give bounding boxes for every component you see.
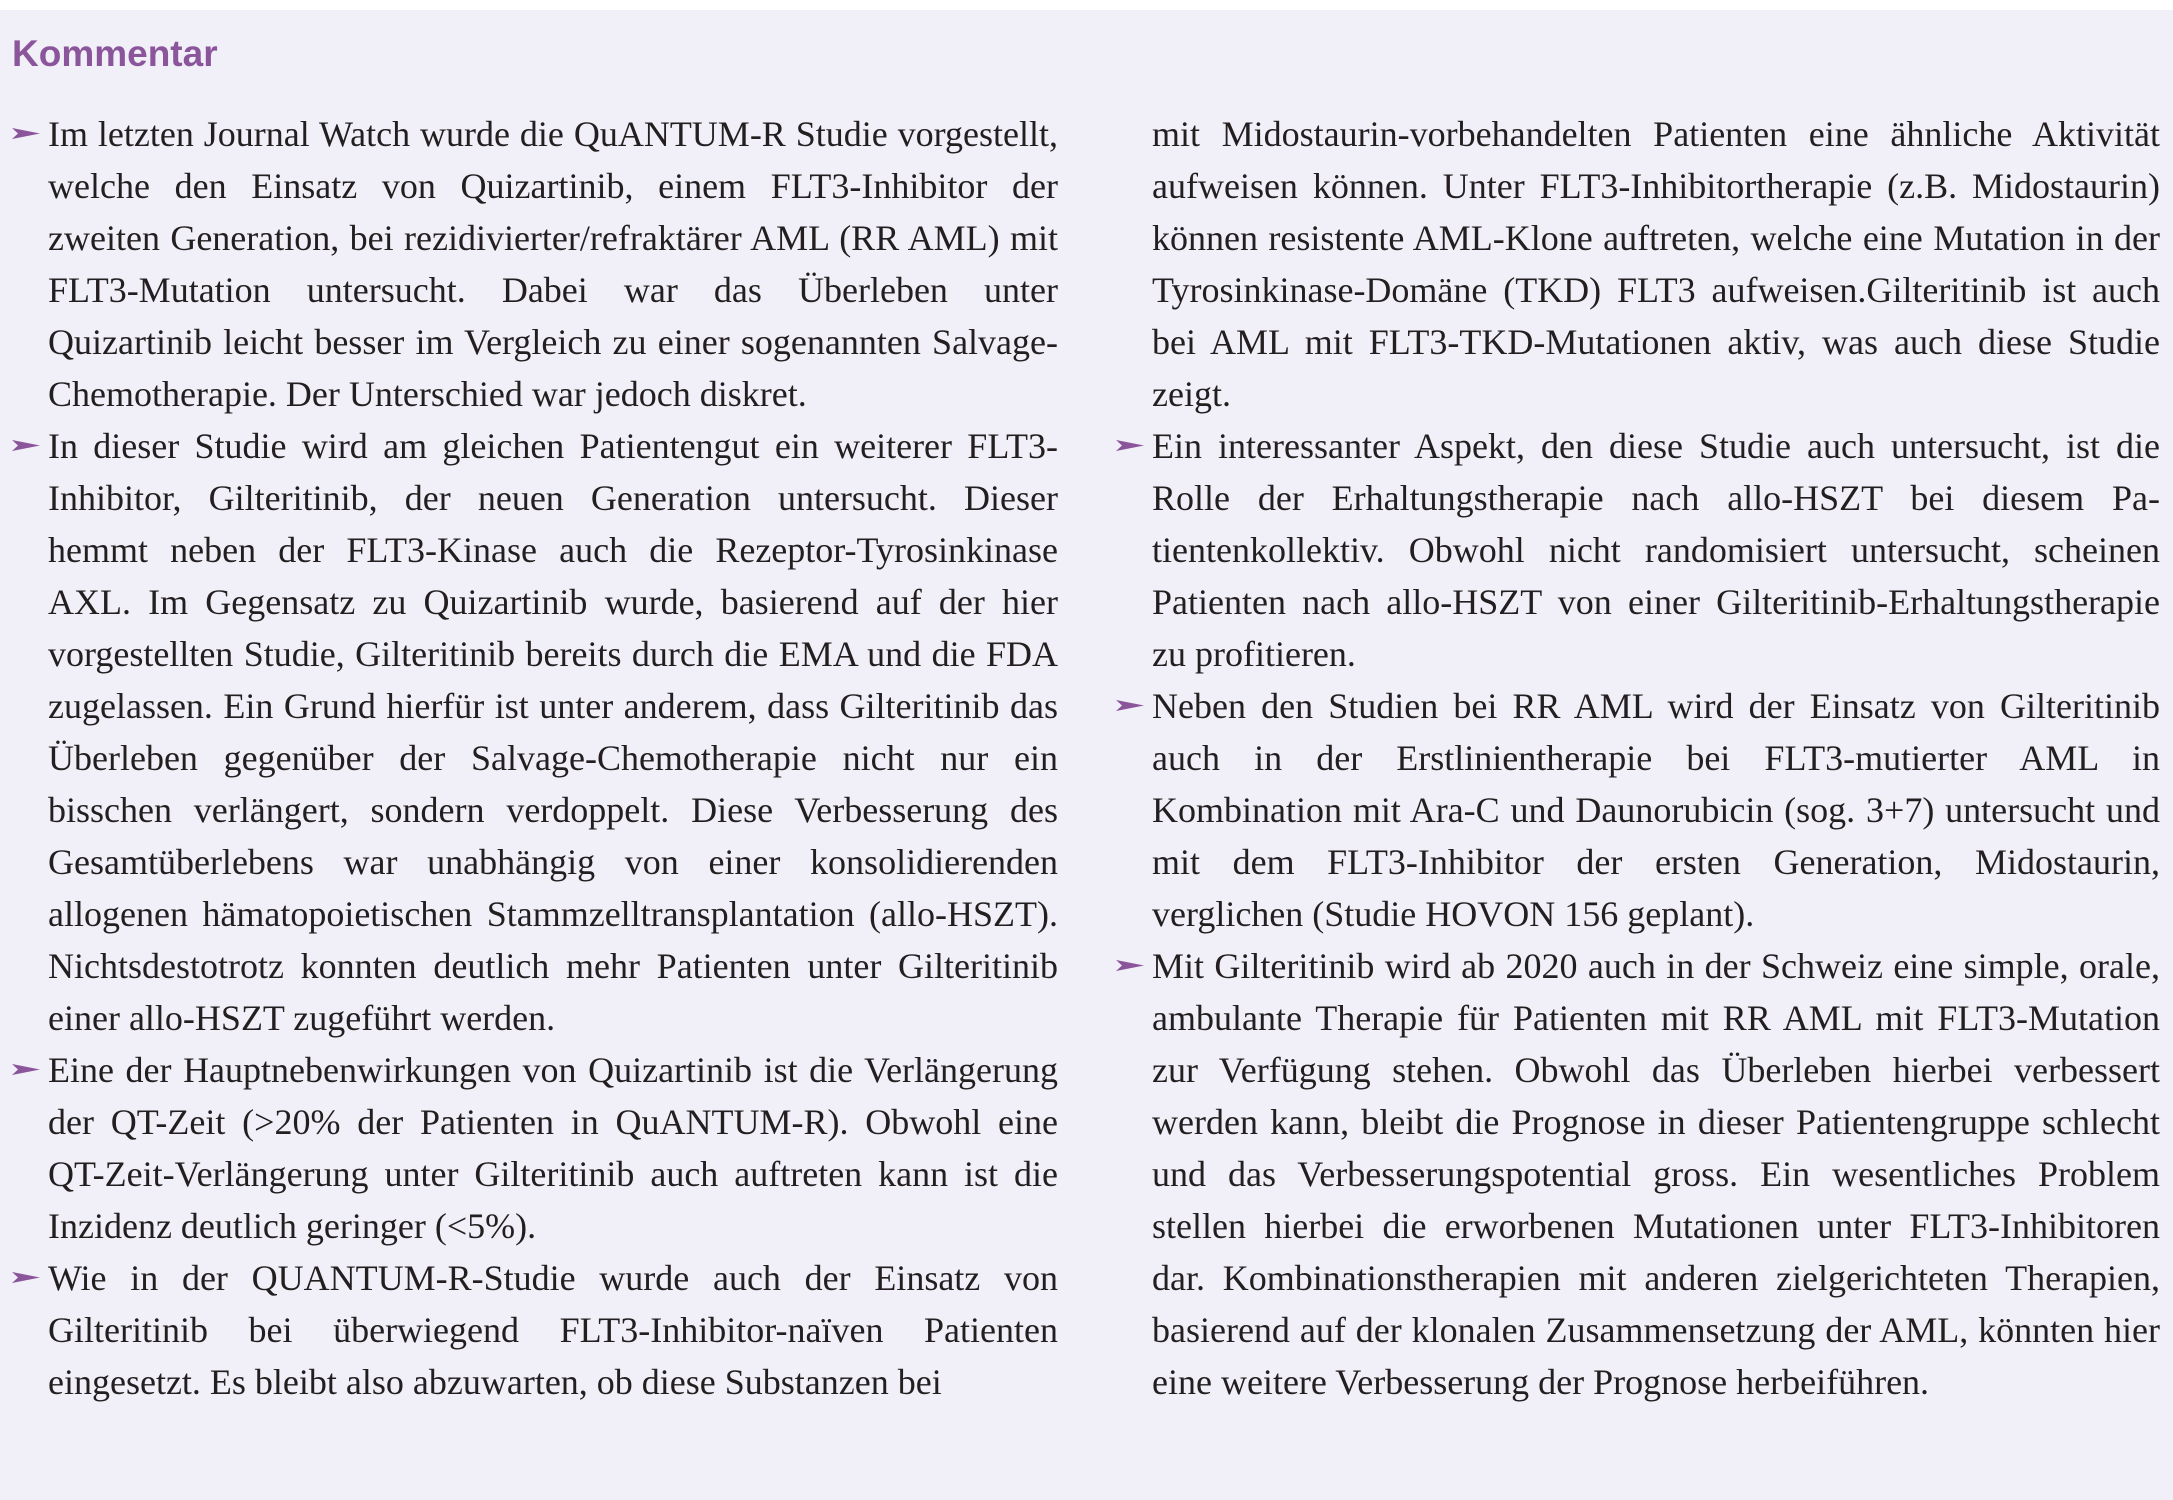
bullet-paragraph bbox=[48, 420, 1058, 1044]
triangle-arrow-icon bbox=[1116, 437, 1144, 454]
triangle-arrow-icon bbox=[12, 437, 40, 454]
paragraph-text: Eine der Hauptnebenwirkungen von Quizartinib ist die Verlängerung der QT-Zeit (>20% der Patienten in QuANTUM-R). Obwohl eine QT-Zeit-Verlängerung unter Gilteritinib auch auftreten kann ist die Inzidenz deutlich geringer (<5%). bbox=[48, 1050, 1058, 1246]
right-column bbox=[1152, 108, 2160, 1408]
bullet-paragraph bbox=[1152, 680, 2160, 940]
paragraph-text: In dieser Studie wird am gleichen Patientengut ein weiterer FLT3-Inhibitor, Gilteritinib, der neuen Generation untersucht. Dieser hemmt neben der FLT3-Kinase auch die Rezeptor-Tyrosinkinase AXL. Im Gegensatz zu Quizartinib wurde, basierend auf der hier vorgestellten Studie, Gilteritinib bereits durch die EMA und die FDA zugelassen. Ein Grund hierfür ist unter anderem, dass Gilteritinib das Überleben gegenüber der Salvage-Chemotherapie nicht nur ein bisschen verlängert, sondern verdoppelt. Diese Verbesserung des Gesamtüberlebens war unabhängig von einer konsolidierenden allogenen hämatopoietischen Stammzelltransplantation (allo-HSZT). Nichtsdestotrotz konnten deutlich mehr Patienten unter Gilteritinib einer allo-HSZT zugeführt werden. bbox=[48, 426, 1058, 1038]
bullet-paragraph bbox=[48, 1044, 1058, 1252]
bullet-paragraph bbox=[48, 108, 1058, 420]
left-column bbox=[48, 108, 1058, 1408]
paragraph-text: mit Midostaurin-vorbehandelten Patienten eine ähnliche Aktivität aufweisen können. Unter FLT3-Inhibitortherapie (z.B. Midostaurin) können resistente AML-Klone auftreten, welche eine Mutation in der Tyrosinkinase-Domäne (TKD) FLT3 aufweisen.Gilteritinib ist auch bei AML mit FLT3-TKD-Mutationen aktiv, was auch diese Studie zeigt. bbox=[1152, 114, 2160, 414]
triangle-arrow-icon bbox=[12, 125, 40, 142]
paragraph-text: Neben den Studien bei RR AML wird der Einsatz von Gilteritinib auch in der Erstlinientherapie bei FLT3-mutierter AML in Kombination mit Ara-C und Daunorubicin (sog. 3+7) untersucht und mit dem FLT3-Inhibitor der ersten Generation, Midostaurin, verglichen (Studie HOVON 156 geplant). bbox=[1152, 686, 2160, 934]
bullet-paragraph bbox=[1152, 420, 2160, 680]
section-heading: Kommentar bbox=[12, 33, 218, 74]
continued-paragraph bbox=[1152, 108, 2160, 420]
triangle-arrow-icon bbox=[12, 1269, 40, 1286]
triangle-arrow-icon bbox=[1116, 957, 1144, 974]
paragraph-text: Wie in der QUANTUM-R-Studie wurde auch der Einsatz von Gilteritinib bei überwiegend FLT3-Inhibitor-naïven Patienten eingesetzt. Es bleibt also abzuwarten, ob diese Substanzen bei bbox=[48, 1258, 1058, 1402]
bullet-paragraph bbox=[1152, 940, 2160, 1408]
bullet-paragraph bbox=[48, 1252, 1058, 1408]
triangle-arrow-icon bbox=[1116, 697, 1144, 714]
paragraph-text: Im letzten Journal Watch wurde die QuANTUM-R Studie vorgestellt, welche den Einsatz von Quizartinib, einem FLT3-Inhibitor der zweiten Generation, bei rezidivierter/refraktärer AML (RR AML) mit FLT3-Mutation untersucht. Dabei war das Überleben unter Quizartinib leicht besser im Vergleich zu einer sogenannten Salvage-Chemotherapie. Der Unterschied war jedoch diskret. bbox=[48, 114, 1058, 414]
triangle-arrow-icon bbox=[12, 1061, 40, 1078]
paragraph-text: Ein interessanter Aspekt, den diese Studie auch untersucht, ist die Rolle der Erhaltungstherapie nach allo-HSZT bei diesem Patientenkollektiv. Obwohl nicht randomisiert untersucht, scheinen Patienten nach allo-HSZT von einer Gilteritinib-Erhaltungstherapie zu profitieren. bbox=[1152, 426, 2160, 674]
paragraph-text: Mit Gilteritinib wird ab 2020 auch in der Schweiz eine simple, orale, ambulante Therapie für Patienten mit RR AML mit FLT3-Mutation zur Verfügung stehen. Obwohl das Überleben hierbei verbessert werden kann, bleibt die Prognose in dieser Patientengruppe schlecht und das Verbesserungspotential gross. Ein wesentliches Problem stellen hierbei die erworbenen Mutationen unter FLT3-Inhibitoren dar. Kombinationstherapien mit anderen zielgerichteten Therapien, basierend auf der klonalen Zusammensetzung der AML, könnten hier eine weitere Verbesserung der Prognose herbeiführen. bbox=[1152, 946, 2160, 1402]
